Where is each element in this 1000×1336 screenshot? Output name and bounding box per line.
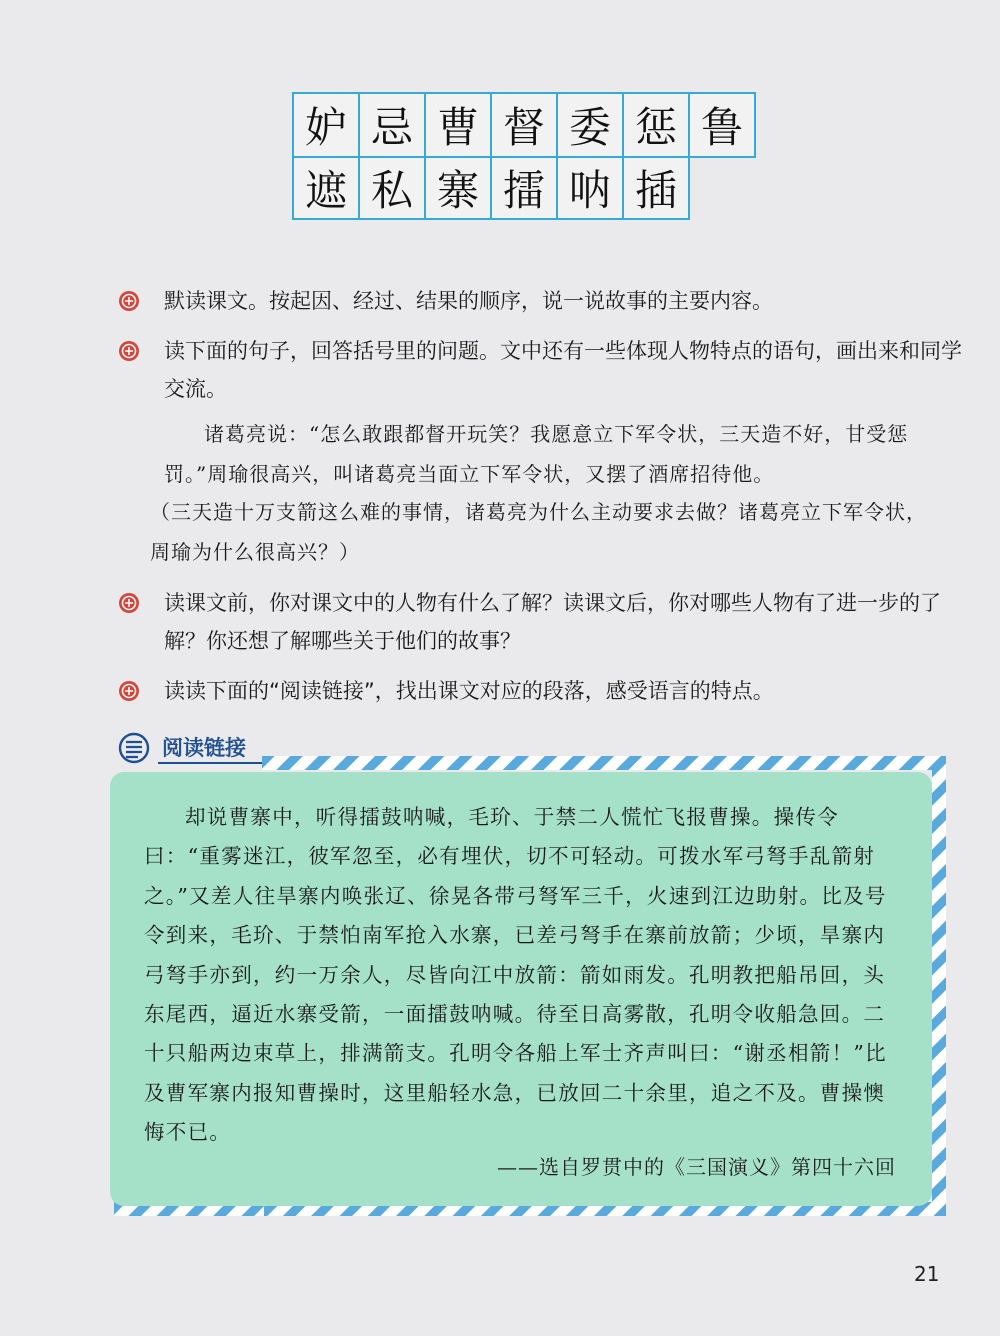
char-cell: 妒 bbox=[292, 92, 360, 158]
reading-passage: 却说曹寨中，听得擂鼓呐喊，毛玠、于禁二人慌忙飞报曹操。操传令曰：“重雾迷江，彼军忽至，必有埋伏，切不可轻动。可拨水军弓弩手乱箭射之。”又差人往旱寨内唤张辽、徐晃各带弓弩军三千，火速到江边助射。比及号令到来，毛玠、于禁怕南军抢入水寨，已差弓弩手在寨前放箭；少顷，旱寨内弓弩手亦到，约一万余人，尽皆向江中放箭：箭如雨发。孔明教把船吊回，头东尾西，逼近水寨受箭，一面擂鼓呐喊。待至日高雾散，孔明令收船急回。二十只船两边束草上，排满箭支。孔明令各船上军士齐声叫曰：“谢丞相箭！”比及曹军寨内报知曹操时，这里船轻水急，已放回二十余里，追之不及。曹操懊悔不已。 bbox=[144, 805, 887, 1145]
quote-question bbox=[150, 492, 945, 572]
passage-source: ——选自罗贯中的《三国演义》第四十六回 bbox=[497, 1154, 896, 1179]
char-cell: 私 bbox=[358, 156, 426, 220]
reading-link-title: 阅读链接 bbox=[162, 736, 246, 760]
char-cell: 鲁 bbox=[688, 92, 756, 158]
char-cell: 督 bbox=[490, 92, 558, 158]
char-cell: 呐 bbox=[556, 156, 624, 220]
quote-text: 诸葛亮说：“怎么敢跟都督开玩笑？我愿意立下军令状，三天造不好，甘受惩罚。”周瑜很高兴，叫诸葛亮当面立下军令状，又摆了酒席招待他。 bbox=[164, 422, 909, 486]
char-cell: 擂 bbox=[490, 156, 558, 220]
char-row-1 bbox=[292, 92, 754, 156]
reading-link-header bbox=[118, 730, 263, 766]
char-row-2 bbox=[292, 156, 754, 218]
char-cell: 插 bbox=[622, 156, 690, 220]
seal-bullet-icon bbox=[118, 290, 140, 312]
char-cell: 委 bbox=[556, 92, 624, 158]
new-characters-grid bbox=[292, 92, 754, 218]
quote-question-text: （三天造十万支箭这么难的事情，诸葛亮为什么主动要求去做？诸葛亮立下军令状，周瑜为什么很高兴？） bbox=[150, 500, 927, 564]
question-text: 读读下面的“阅读链接”，找出课文对应的段落，感受语言的特点。 bbox=[164, 679, 774, 703]
seal-bullet-icon bbox=[118, 680, 140, 702]
seal-bullet-icon bbox=[118, 340, 140, 362]
question-text: 读课文前，你对课文中的人物有什么了解？读课文后，你对哪些人物有了进一步的了解？你还想了解哪些关于他们的故事？ bbox=[164, 591, 941, 653]
page-number: 21 bbox=[914, 1262, 940, 1286]
seal-bullet-icon bbox=[118, 592, 140, 614]
book-icon bbox=[118, 732, 154, 764]
char-cell: 遮 bbox=[292, 156, 360, 220]
question-text: 读下面的句子，回答括号里的问题。文中还有一些体现人物特点的语句，画出来和同学交流。 bbox=[164, 339, 962, 401]
char-cell: 惩 bbox=[622, 92, 690, 158]
reading-link-box bbox=[110, 772, 932, 1206]
char-cell: 寨 bbox=[424, 156, 492, 220]
question-text: 默读课文。按起因、经过、结果的顺序，说一说故事的主要内容。 bbox=[164, 289, 773, 313]
quoted-passage bbox=[164, 414, 944, 494]
char-cell: 曹 bbox=[424, 92, 492, 158]
char-cell: 忌 bbox=[358, 92, 426, 158]
